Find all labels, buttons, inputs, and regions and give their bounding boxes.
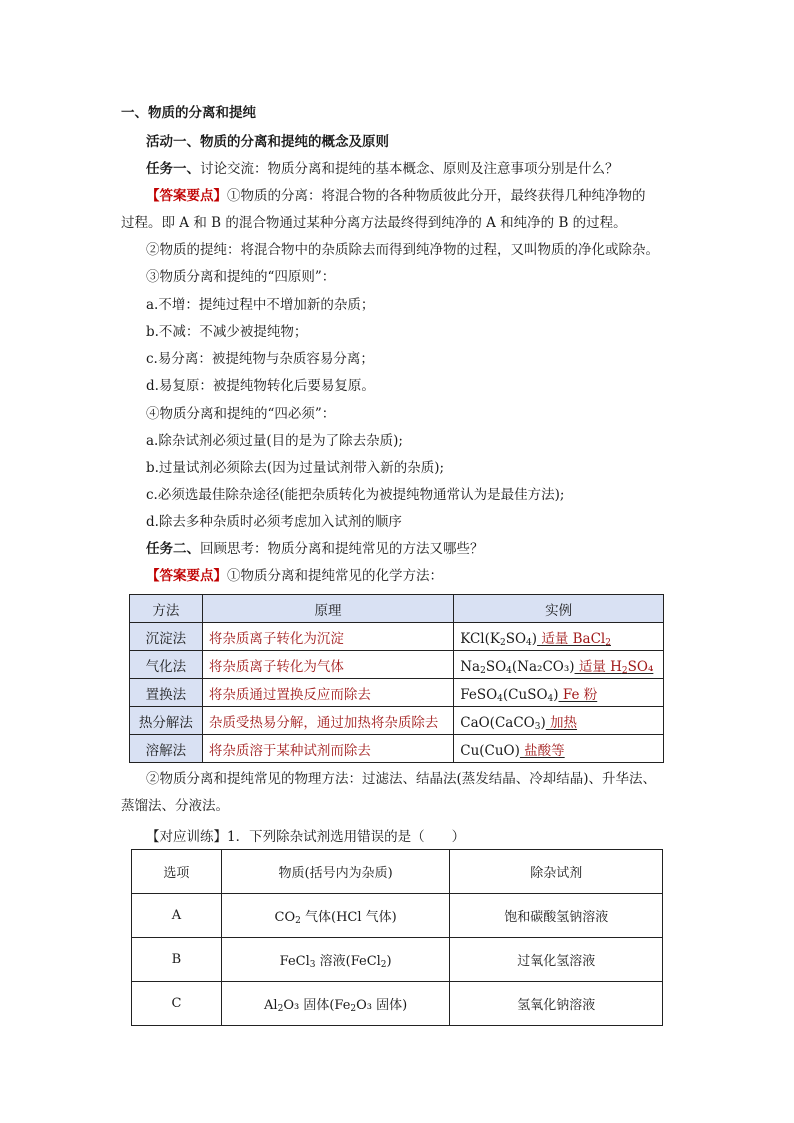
- header-example: 实例: [454, 595, 664, 623]
- answer-blank: Fe 粉: [558, 686, 598, 703]
- principle-cell: 将杂质离子转化为气体: [202, 651, 453, 679]
- table-row: [130, 651, 664, 679]
- answer2-line: [146, 566, 443, 586]
- table-row: [130, 735, 664, 763]
- answer1-line1: [146, 186, 646, 206]
- answer1-p1a: ①物质的分离：将混合物的各种物质彼此分开，最终获得几种纯净物的: [227, 188, 646, 204]
- answer-blank: 适量 BaCl$_2$: [537, 630, 611, 648]
- activity-title: 活动一、物质的分离和提纯的概念及原则: [146, 134, 389, 150]
- physical-methods-b: 蒸馏法、分液法。: [121, 798, 229, 814]
- must-b: b.过量试剂必须除去(因为过量试剂带入新的杂质);: [146, 460, 445, 476]
- answer-tag: 【答案要点】: [146, 188, 227, 204]
- method-cell: 溶解法: [130, 735, 203, 763]
- exercise-title: 【对应训练】1．下列除杂试剂选用错误的是（ ）: [146, 829, 466, 845]
- substance-cell: FeCl$_3$ 溶液(FeCl$_2$): [221, 938, 450, 982]
- example-cell: Cu(CuO) 盐酸等: [454, 735, 664, 763]
- reagent-cell: 氢氧化钠溶液: [450, 982, 663, 1026]
- answer1-p2: ②物质的提纯：将混合物中的杂质除去而得到纯净物的过程，又叫物质的净化或除杂。: [146, 242, 659, 258]
- section-title: 一、物质的分离和提纯: [121, 105, 256, 121]
- must-d: d.除去多种杂质时必须考虑加入试剂的顺序: [146, 514, 402, 530]
- task1-text: 讨论交流：物质分离和提纯的基本概念、原则及注意事项分别是什么？: [200, 161, 619, 177]
- table-row: [132, 938, 663, 982]
- must-c: c.必须选最佳除杂途径(能把杂质转化为被提纯物通常认为是最佳方法);: [146, 487, 565, 503]
- answer2-text: ①物质分离和提纯常见的化学方法：: [227, 568, 443, 584]
- answer-blank: 加热: [545, 714, 578, 731]
- table-row: [130, 707, 664, 735]
- option-cell: A: [132, 894, 222, 938]
- table-header-row: [130, 595, 664, 623]
- header-reagent: 除杂试剂: [450, 850, 663, 894]
- example-cell: CaO(CaCO$_3$) 加热: [454, 707, 664, 735]
- method-cell: 沉淀法: [130, 623, 203, 651]
- physical-methods-a: ②物质分离和提纯常见的物理方法：过滤法、结晶法(蒸发结晶、冷却结晶)、升华法、: [146, 771, 657, 787]
- answer-blank: 盐酸等: [519, 742, 565, 759]
- reagent-cell: 饱和碳酸氢钠溶液: [450, 894, 663, 938]
- principle-cell: 杂质受热易分解，通过加热将杂质除去: [202, 707, 453, 735]
- method-cell: 置换法: [130, 679, 203, 707]
- rule-a: a.不增：提纯过程中不增加新的杂质；: [146, 297, 375, 313]
- principle-cell: 将杂质溶于某种试剂而除去: [202, 735, 453, 763]
- method-cell: 热分解法: [130, 707, 203, 735]
- example-cell: $KCl(K_2SO_4)$ 适量 BaCl$_2$: [454, 623, 664, 651]
- rule-c: c.易分离：被提纯物与杂质容易分离；: [146, 351, 374, 367]
- header-method: 方法: [130, 595, 203, 623]
- answer1-p3: ③物质分离和提纯的“四原则”：: [146, 269, 336, 285]
- rule-b: b.不减：不减少被提纯物；: [146, 324, 308, 340]
- answer-tag-2: 【答案要点】: [146, 568, 227, 584]
- chemical-methods-table: [129, 594, 664, 763]
- table-row: [130, 679, 664, 707]
- must-a: a.除杂试剂必须过量(目的是为了除去杂质);: [146, 433, 403, 449]
- principle-cell: 将杂质通过置换反应而除去: [202, 679, 453, 707]
- header-substance: 物质(括号内为杂质): [221, 850, 450, 894]
- table-row: [130, 623, 664, 651]
- option-cell: B: [132, 938, 222, 982]
- exercise-table: [131, 849, 663, 1026]
- substance-cell: $CO_2$ 气体(HCl 气体): [221, 894, 450, 938]
- reagent-cell: 过氧化氢溶液: [450, 938, 663, 982]
- task1: [146, 159, 619, 179]
- task2-label: 任务二、: [146, 541, 200, 557]
- table-row: [132, 894, 663, 938]
- principle-cell: 将杂质离子转化为沉淀: [202, 623, 453, 651]
- header-option: 选项: [132, 850, 222, 894]
- example-cell: $Na_2SO_4(Na_2CO_3)$ 适量 $H_2SO_4$: [454, 651, 664, 679]
- answer1-p1b: 过程。即 A 和 B 的混合物通过某种分离方法最终得到纯净的 A 和纯净的 B 的过程。: [121, 215, 627, 231]
- task2-text: 回顾思考：物质分离和提纯常见的方法又哪些？: [200, 541, 484, 557]
- task2: [146, 539, 484, 559]
- substance-cell: $Al_2O_3$ 固体($Fe_2O_3$ 固体): [221, 982, 450, 1026]
- rule-d: d.易复原：被提纯物转化后要易复原。: [146, 378, 375, 394]
- answer1-p4: ④物质分离和提纯的“四必须”：: [146, 406, 336, 422]
- header-principle: 原理: [202, 595, 453, 623]
- example-cell: FeSO$_4$(CuSO$_4$) Fe 粉: [454, 679, 664, 707]
- table-row: [132, 982, 663, 1026]
- task1-label: 任务一、: [146, 161, 200, 177]
- table-header-row: [132, 850, 663, 894]
- option-cell: C: [132, 982, 222, 1026]
- answer-blank: 适量 $H_2SO_4$: [574, 658, 654, 676]
- method-cell: 气化法: [130, 651, 203, 679]
